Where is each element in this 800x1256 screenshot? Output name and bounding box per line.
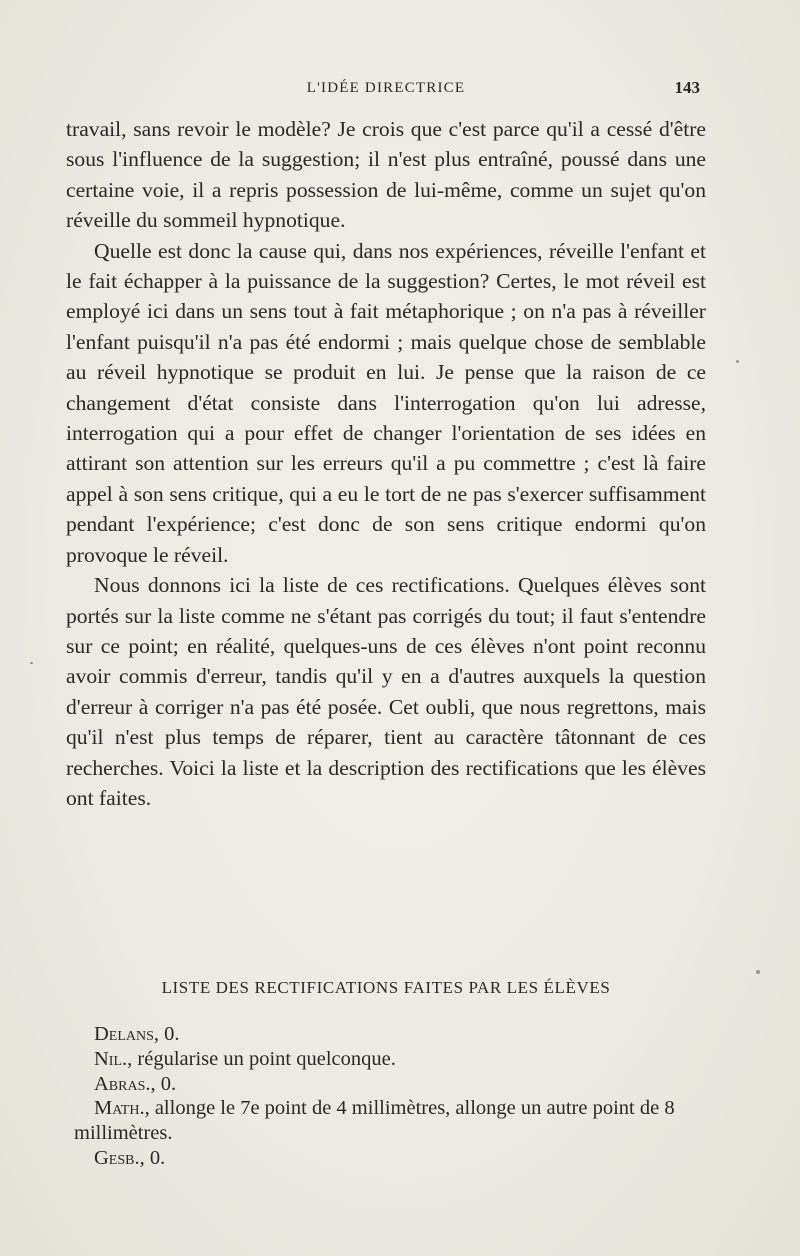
- student-name: Gesb.,: [94, 1146, 145, 1169]
- student-name: Math.,: [94, 1097, 150, 1120]
- entry-text: 0.: [144, 1146, 166, 1169]
- body-text: [66, 114, 706, 813]
- paper-speck: [736, 360, 739, 363]
- entry-text: 0.: [159, 1023, 180, 1045]
- entry-text: régularise un point quelconque.: [132, 1047, 396, 1070]
- paragraph: Nous donnons ici la liste de ces rectifications. Quelques élèves sont portés sur la liste comme ne s'étant pas corrigés du tout; il faut s'entendre sur ce point; en réalité, quelques-uns de ces élèves n'ont point reconnu avoir commis d'erreur, tandis qu'il y en a d'autres auxquels la question d'erreur à corriger n'a pas été posée. Cet oubli, que nous regrettons, mais qu'il n'est plus temps de réparer, tient au caractère tâtonnant de ces recherches. Voici la liste et la description des rectifications que les élèves ont faites.: [66, 573, 706, 810]
- student-name: Delans,: [94, 1023, 160, 1045]
- section-heading: LISTE DES RECTIFICATIONS FAITES PAR LES ÉLÈVES: [161, 978, 611, 997]
- list-item: [74, 1096, 706, 1146]
- paragraph: travail, sans revoir le modèle? Je crois que c'est parce qu'il a cessé d'être sous l'influence de la suggestion; il n'est plus entraîné, poussé dans une certaine voie, il a repris possession de lui-même, comme un sujet qu'on réveille du sommeil hypnotique.: [66, 117, 706, 233]
- paper-speck: [756, 970, 760, 974]
- paper-speck: [30, 662, 33, 664]
- student-name: Abras.,: [94, 1072, 156, 1095]
- list-item: [74, 1072, 706, 1097]
- list-item: [74, 1146, 706, 1171]
- page-number: 143: [674, 78, 700, 97]
- list-item: [74, 1047, 706, 1072]
- list-item: [74, 1022, 706, 1047]
- entry-text: allonge le 7e point de 4 millimètres, allonge un autre point de 8 millimètres.: [74, 1097, 675, 1145]
- rectification-list: [74, 1022, 706, 1171]
- page-header: [66, 78, 706, 108]
- entry-text: 0.: [155, 1072, 177, 1095]
- student-name: Nil.,: [94, 1047, 133, 1070]
- paragraph: Quelle est donc la cause qui, dans nos expériences, réveille l'enfant et le fait échapper à la puissance de la suggestion? Certes, le mot réveil est employé ici dans un sens tout à fait métaphorique ; on n'a pas à réveiller l'enfant puisqu'il n'a pas été endormi ; mais quelque chose de semblable au réveil hypnotique se produit en lui. Je pense que la raison de ce changement d'état consiste dans l'interrogation qu'on lui adresse, interrogation qui a pour effet de changer l'orientation de ses idées en attirant son attention sur les erreurs qu'il a pu commettre ; c'est là faire appel à son sens critique, qui a eu le tort de ne pas s'exercer suffisamment pendant l'expérience; c'est donc de son sens critique endormi qu'on provoque le réveil.: [66, 238, 706, 567]
- running-title: L'IDÉE DIRECTRICE: [306, 80, 466, 96]
